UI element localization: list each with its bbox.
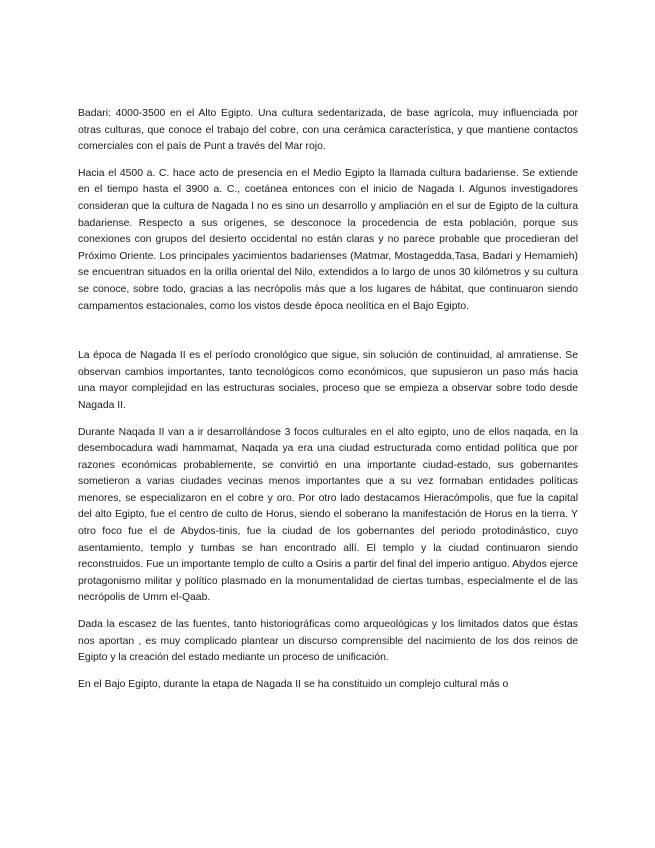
paragraph-escasez-fuentes: Dada la escasez de las fuentes, tanto historiográficas como arqueológicas y los limitados datos que éstas nos aportan , es muy complicado plantear un discurso comprensible del nacimiento de los dos reinos de Egipto y la creación del estado mediante un proceso de unificación. (78, 619, 578, 664)
paragraph-badariense: Hacia el 4500 a. C. hace acto de presencia en el Medio Egipto la llamada cultura badariense. Se extiende en el tiempo hasta el 3900 a. C., coetánea entonces con el inicio de Nagada I. Algunos investigadores consideran que la cultura de Nagada I no es sino un desarrollo y ampliación en el sur de Egipto de la cultura badariense. Respecto a sus orígenes, se desconoce la procedencia de esta población, porque sus conexiones con grupos del desierto occidental no están claras y no parece probable que procedieran del Próximo Oriente. Los principales yacimientos badarienses (Matmar, Mostagedda,Tasa, Badari y Hemamieh) se encuentran situados en la orilla oriental del Nilo, extendidos a lo largo de unos 30 kilómetros y su cultura se conoce, sobre todo, gracias a las necrópolis más que a los lugares de hábitat, que continuaron siendo campamentos estacionales, como los vistos desde época neolítica en el Bajo Egipto. (78, 167, 578, 312)
document-body (78, 106, 578, 703)
paragraph-bajo-egipto: En el Bajo Egipto, durante la etapa de Nagada II se ha constituido un complejo cultural más o (78, 678, 509, 690)
paragraph-badari: Badari: 4000-3500 en el Alto Egipto. Una cultura sedentarizada, de base agrícola, muy influenciada por otras culturas, que conoce el trabajo del cobre, con una cerámica característica, y que mantiene contactos comerciales con el país de Punt a través del Mar rojo. (78, 108, 578, 153)
paragraph-focos-culturales: Durante Naqada II van a ir desarrollándose 3 focos culturales en el alto egipto, uno de ellos naqada, en la desembocadura wadi hammamat, Naqada ya era una ciudad estructurada como entidad política que por razones económicas probablemente, se convirtió en una importante ciudad-estado, sus gobernantes sometieron a varias ciudades vecinas menos importantes que a su vez formaban entidades políticas menores, se especializaron en el cobre y oro. Por otro lado destacamos Hieracómpolis, que fue la capital del alto Egipto, fue el centro de culto de Horus, siendo el soberano la manifestación de Horus en la tierra. Y otro foco fue el de Abydos-tinis, fue la ciudad de los gobernantes del periodo protodinástico, cuyo asentamiento, templo y tumbas se han encontrado allí. El templo y la ciudad continuaron siendo reconstruidos. Fue un importante templo de culto a Osiris a partir del final del imperio antiguo. Abydos ejerce protagonismo militar y político plasmado en la monumentalidad de ciertas tumbas, especialmente el de las necrópolis de Umm el-Qaab. (78, 426, 578, 604)
paragraph-nagada-ii: La época de Nagada II es el período cronológico que sigue, sin solución de continuidad, al amratiense. Se observan cambios importantes, tanto tecnológicos como económicos, que supusieron un paso más hacia una mayor complejidad en las estructuras sociales, proceso que se empieza a observar sobre todo desde Nagada II. (78, 350, 578, 411)
